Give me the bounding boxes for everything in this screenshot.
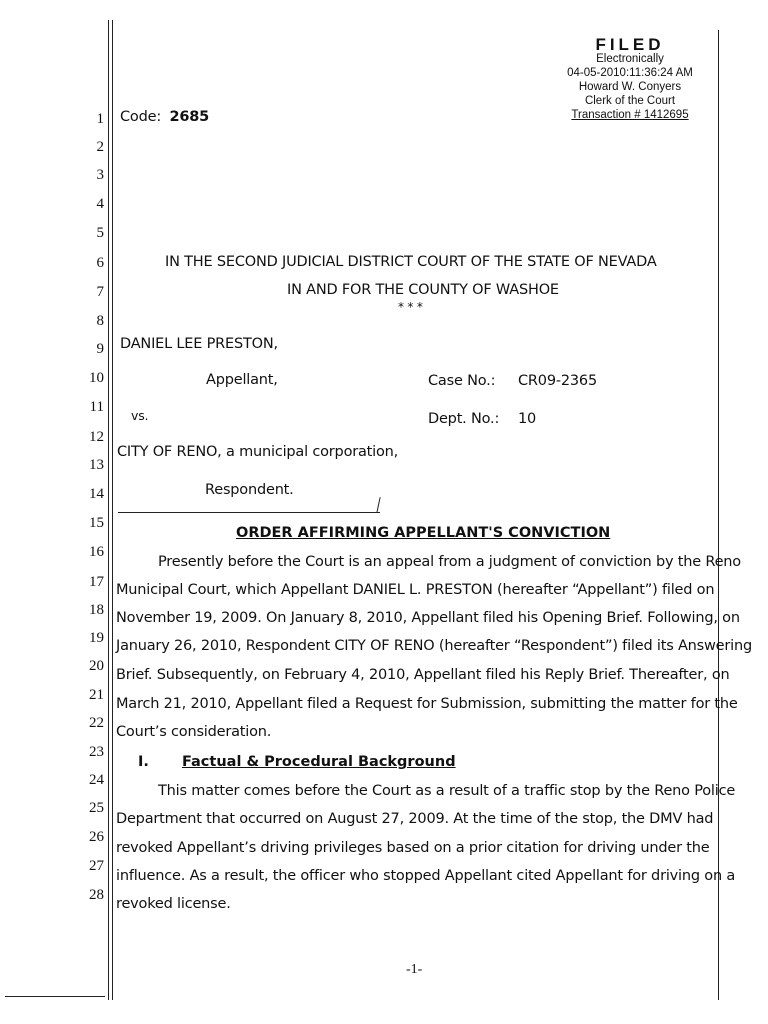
case-number-label: Case No.: [428, 373, 496, 389]
filed-stamp-line: Electronically [596, 53, 664, 65]
dept-number-label: Dept. No.: [428, 411, 500, 427]
appellant-name: DANIEL LEE PRESTON, [120, 336, 278, 352]
respondent-name: CITY OF RENO, a municipal corporation, [117, 444, 399, 460]
paragraph-1-line: Presently before the Court is an appeal from a judgment of conviction by the Reno [158, 554, 741, 570]
paragraph-2-line: This matter comes before the Court as a result of a traffic stop by the Reno Police [158, 783, 736, 799]
caption-underline [118, 512, 380, 513]
line-number: 23 [89, 744, 104, 760]
caption-bracket-mark [376, 497, 380, 513]
paragraph-2-line: Department that occurred on August 27, 2009. At the time of the stop, the DMV had [116, 811, 714, 827]
line-number: 6 [96, 255, 104, 271]
footer-rule [5, 996, 105, 997]
line-number: 15 [89, 515, 104, 531]
line-number: 4 [96, 196, 104, 212]
paragraph-1-line: Court’s consideration. [116, 724, 272, 740]
dept-number-value: 10 [518, 411, 537, 427]
paragraph-1-line: March 21, 2010, Appellant filed a Request for Submission, submitting the matter for the [116, 696, 738, 712]
filed-stamp-transaction: Transaction # 1412695 [571, 109, 689, 121]
court-name-line-1: IN THE SECOND JUDICIAL DISTRICT COURT OF THE STATE OF NEVADA [165, 254, 657, 270]
order-title: ORDER AFFIRMING APPELLANT'S CONVICTION [236, 525, 611, 541]
page-number: -1- [406, 962, 423, 977]
line-number: 14 [89, 486, 104, 502]
line-number: 1 [96, 111, 104, 127]
filed-stamp-datetime: 04-05-2010:11:36:24 AM [567, 67, 693, 79]
line-number: 26 [89, 829, 104, 845]
paragraph-1-line: January 26, 2010, Respondent CITY OF RENO (hereafter “Respondent”) filed its Answering [116, 638, 752, 654]
line-number: 12 [89, 429, 104, 445]
line-number: 27 [89, 858, 104, 874]
versus-label: vs. [131, 408, 149, 423]
filed-stamp-clerk-title: Clerk of the Court [584, 95, 676, 107]
line-number: 13 [89, 457, 104, 473]
case-number-value: CR09-2365 [518, 373, 597, 389]
line-number: 17 [89, 574, 104, 590]
section-heading [138, 754, 456, 770]
paragraph-2-line: revoked Appellant’s driving privileges based on a prior citation for driving under the [116, 840, 710, 856]
line-number: 8 [96, 313, 104, 329]
line-number: 2 [96, 139, 104, 155]
respondent-role: Respondent. [205, 482, 294, 498]
paragraph-2-line: revoked license. [116, 896, 231, 912]
line-number: 24 [89, 772, 104, 788]
paragraph-1-line: November 19, 2009. On January 8, 2010, Appellant filed his Opening Brief. Following, on [116, 610, 740, 626]
line-number: 3 [96, 167, 104, 183]
right-margin-rule [718, 30, 719, 1000]
line-number: 28 [89, 887, 104, 903]
court-name-line-2: IN AND FOR THE COUNTY OF WASHOE [287, 282, 559, 298]
section-number: I. [138, 754, 149, 770]
line-number: 16 [89, 544, 104, 560]
line-number: 9 [96, 341, 104, 357]
left-margin-rule-inner [112, 20, 113, 1000]
code-label: Code: [120, 109, 162, 125]
line-number: 7 [96, 284, 104, 300]
line-number: 5 [96, 225, 104, 241]
appellant-role: Appellant, [206, 372, 278, 388]
line-number: 20 [89, 658, 104, 674]
paragraph-1-line: Brief. Subsequently, on February 4, 2010, Appellant filed his Reply Brief. Thereafter, on [116, 667, 730, 683]
code-line [120, 109, 209, 125]
filed-stamp-clerk-name: Howard W. Conyers [578, 81, 682, 93]
paragraph-2-line: influence. As a result, the officer who stopped Appellant cited Appellant for driving on a [116, 868, 736, 884]
court-stars: * * * [398, 300, 423, 314]
code-value: 2685 [169, 109, 209, 125]
section-title: Factual & Procedural Background [181, 754, 456, 770]
left-margin-rule [108, 20, 109, 1000]
line-number: 25 [89, 800, 104, 816]
paragraph-1-line: Municipal Court, which Appellant DANIEL L. PRESTON (hereafter “Appellant”) filed on [116, 582, 715, 598]
line-number: 11 [89, 399, 104, 415]
line-number: 21 [89, 687, 104, 703]
filed-stamp-title: FILED [595, 35, 665, 54]
line-number: 22 [89, 715, 104, 731]
line-number: 19 [89, 630, 104, 646]
line-number: 10 [89, 370, 104, 386]
line-number: 18 [89, 602, 104, 618]
filed-stamp [545, 35, 715, 122]
